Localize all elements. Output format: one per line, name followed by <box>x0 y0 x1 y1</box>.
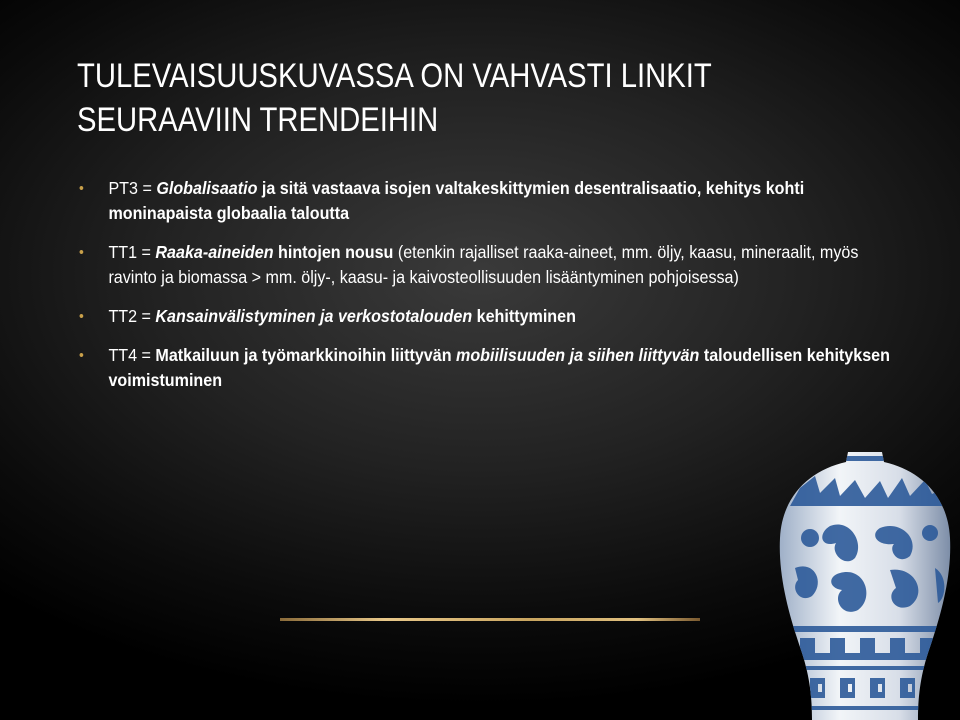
porcelain-vase-image <box>770 448 960 720</box>
bullet-part: TT1 = <box>108 242 156 262</box>
bullet-part: hintojen nousu <box>273 242 394 262</box>
bullet-item-tt4 <box>79 343 909 393</box>
bullet-list <box>79 176 889 407</box>
slide-title <box>77 54 782 142</box>
bullet-part: mobiilisuuden ja siihen liittyvän <box>456 345 700 365</box>
bullet-part: kehittyminen <box>472 306 576 326</box>
bullet-part: (etenkin rajalliset raaka-aineet, mm. öljy, kaasu, mineraalit, myös ravinto ja biomassa > mm. öljy-, kaasu- ja kaivosteollisuuden lisääntyminen pohjoisessa) <box>108 242 859 287</box>
bullet-part: Globalisaatio <box>156 178 258 198</box>
bullet-item-tt2 <box>79 304 909 329</box>
bullet-part: PT3 = <box>108 178 157 198</box>
bullet-item-pt3 <box>79 176 909 226</box>
bullet-item-tt1 <box>79 240 909 290</box>
bullet-part: Matkailuun ja työmarkkinoihin liittyvän <box>155 345 457 365</box>
bullet-part: Kansainvälistyminen ja verkostotalouden <box>155 306 473 326</box>
bullet-part: ja sitä vastaava isojen valtakeskittymien desentralisaatio, kehitys kohti moninapaista globaalia taloutta <box>108 178 805 223</box>
golden-divider-line <box>280 618 700 621</box>
bullet-part: taloudellisen kehityksen voimistuminen <box>108 345 890 390</box>
bullet-part: TT2 = <box>108 306 156 326</box>
bullet-part: Raaka-aineiden <box>155 242 274 262</box>
bullet-part: TT4 = <box>108 345 156 365</box>
title-line-1: TULEVAISUUSKUVASSA ON VAHVASTI LINKIT <box>77 57 712 95</box>
title-line-2: SEURAAVIIN TRENDEIHIN <box>77 101 439 139</box>
